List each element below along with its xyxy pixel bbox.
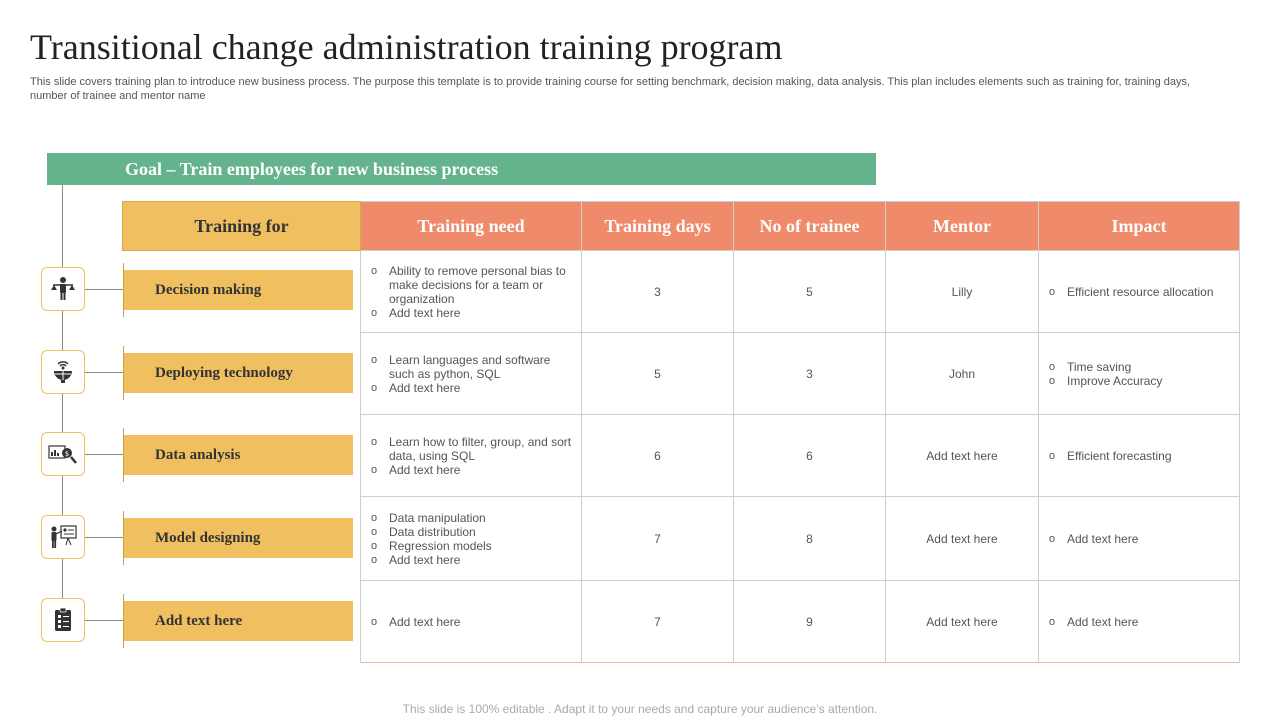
row-label-model-designing: Model designing [123, 518, 353, 558]
training-need-cell [361, 497, 582, 581]
list-item: o Regression models [371, 539, 575, 553]
trainee-count-cell: 5 [734, 251, 886, 333]
list-item: o Add text here [1049, 615, 1233, 629]
training-need-cell [361, 251, 582, 333]
mentor-cell: John [886, 333, 1039, 415]
trainee-count-cell: 6 [734, 415, 886, 497]
balance-person-icon [41, 267, 85, 311]
list-item: o Time saving [1049, 360, 1233, 374]
svg-text:$: $ [64, 450, 70, 458]
table-row [123, 333, 1240, 415]
impact-cell [1039, 251, 1240, 333]
list-item: o Learn how to filter, group, and sort data, using SQL [371, 435, 575, 463]
slide-subtitle: This slide covers training plan to introduce new business process. The purpose this template is to provide training course for setting benchmark, decision making, data analysis. This plan includes elements such as training for, training days, number of trainee and mentor name [30, 76, 1191, 102]
training-days-cell: 5 [582, 333, 734, 415]
list-item: o Ability to remove personal bias to make decisions for a team or organization [371, 264, 575, 306]
impact-cell [1039, 333, 1240, 415]
list-item: o Improve Accuracy [1049, 374, 1233, 388]
table-row [123, 251, 1240, 333]
training-days-cell: 7 [582, 581, 734, 663]
row-connector [85, 454, 123, 455]
impact-cell [1039, 581, 1240, 663]
footer-note: This slide is 100% editable . Adapt it to your needs and capture your audience’s attention. [402, 702, 878, 716]
header-training-need: Training need [361, 202, 582, 251]
training-table [122, 201, 1240, 663]
header-mentor: Mentor [886, 202, 1039, 251]
goal-banner: Goal – Train employees for new business process [47, 153, 876, 185]
presenter-board-icon [41, 515, 85, 559]
header-training-for: Training for [123, 202, 361, 251]
list-item: o Add text here [371, 306, 575, 320]
training-days-cell: 7 [582, 497, 734, 581]
header-no-of-trainee: No of trainee [734, 202, 886, 251]
row-connector [85, 537, 123, 538]
impact-cell [1039, 497, 1240, 581]
row-connector [85, 289, 123, 290]
training-need-cell [361, 333, 582, 415]
row-label-data-analysis: Data analysis [123, 435, 353, 475]
list-item: o Add text here [371, 463, 575, 477]
list-item: o Efficient forecasting [1049, 449, 1233, 463]
training-need-cell [361, 415, 582, 497]
mentor-cell: Add text here [886, 581, 1039, 663]
magnifier-chart-icon [41, 432, 85, 476]
list-item: o Efficient resource allocation [1049, 285, 1233, 299]
table-row [123, 497, 1240, 581]
impact-cell [1039, 415, 1240, 497]
list-item: o Add text here [1049, 532, 1233, 546]
list-item: o Data manipulation [371, 511, 575, 525]
table-row [123, 581, 1240, 663]
checklist-clipboard-icon [41, 598, 85, 642]
training-need-cell [361, 581, 582, 663]
list-item: o Add text here [371, 615, 575, 629]
row-connector [85, 372, 123, 373]
trainee-count-cell: 8 [734, 497, 886, 581]
header-training-days: Training days [582, 202, 734, 251]
mentor-cell: Lilly [886, 251, 1039, 333]
training-days-cell: 3 [582, 251, 734, 333]
list-item: o Data distribution [371, 525, 575, 539]
mentor-cell: Add text here [886, 415, 1039, 497]
list-item: o Learn languages and software such as python, SQL [371, 353, 575, 381]
training-days-cell: 6 [582, 415, 734, 497]
slide-title: Transitional change administration training program [30, 27, 783, 67]
list-item: o Add text here [371, 553, 575, 567]
header-impact: Impact [1039, 202, 1240, 251]
row-label-add-text: Add text here [123, 601, 353, 641]
table-row [123, 415, 1240, 497]
list-item: o Add text here [371, 381, 575, 395]
mentor-cell: Add text here [886, 497, 1039, 581]
row-label-deploying-technology: Deploying technology [123, 353, 353, 393]
trainee-count-cell: 3 [734, 333, 886, 415]
row-label-decision-making: Decision making [123, 270, 353, 310]
trainee-count-cell: 9 [734, 581, 886, 663]
tech-globe-icon [41, 350, 85, 394]
row-connector [85, 620, 123, 621]
